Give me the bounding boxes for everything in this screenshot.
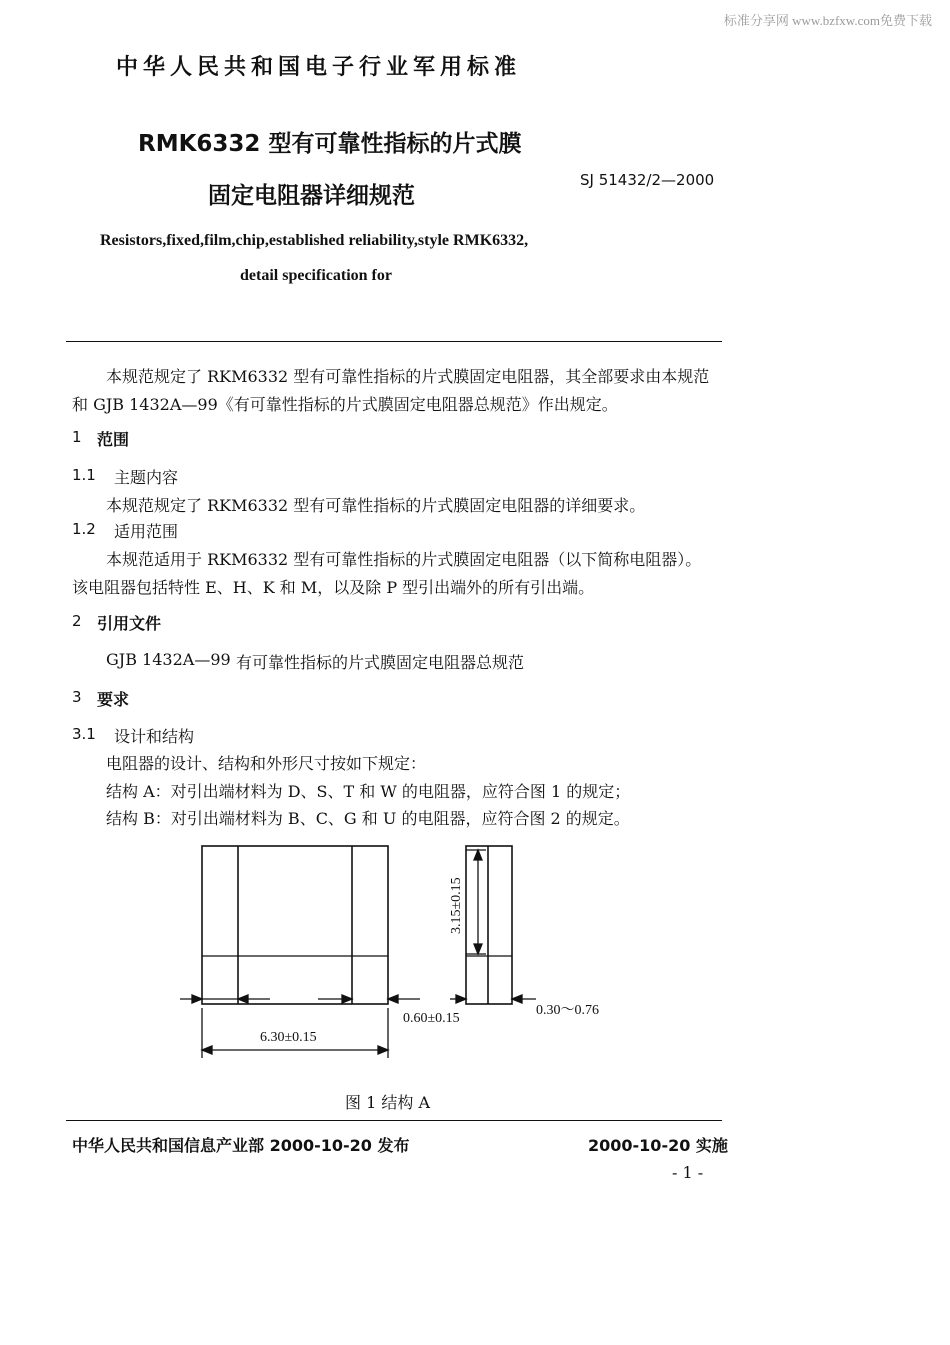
intro-line2: 和 GJB 1432A—99《有可靠性指标的片式膜固定电阻器总规范》作出规定。 [72,395,618,414]
dim-thickness-label: 0.30～0.76 [536,1003,599,1018]
structure-a-figure [170,836,650,1076]
section-1-number: 1 [72,428,82,446]
intro-line1: 本规范规定了 RKM6332 型有可靠性指标的片式膜固定电阻器，其全部要求由本规范 [106,367,710,386]
section-3-heading: 要求 [97,690,130,709]
dim-terminal-width-label: 0.60±0.15 [403,1011,460,1026]
footer-divider [66,1120,722,1121]
section-3-1-number: 3.1 [72,725,96,743]
standard-code: SJ 51432/2—2000 [580,171,715,189]
section-1-1-text: 本规范规定了 RKM6332 型有可靠性指标的片式膜固定电阻器的详细要求。 [106,496,646,515]
section-3-1-text1: 电阻器的设计、结构和外形尺寸按如下规定： [106,754,427,773]
section-1-2-text1: 本规范适用于 RKM6332 型有可靠性指标的片式膜固定电阻器（以下简称电阻器）。 [106,550,702,569]
issuer-text: 中华人民共和国信息产业部 2000-10-20 发布 [72,1136,410,1155]
english-title-line1: Resistors,fixed,film,chip,established reliability,style RMK6332, [100,232,529,249]
section-3-1-text3: 结构 B：对引出端材料为 B、C、G 和 U 的电阻器，应符合图 2 的规定。 [106,809,630,828]
effective-date-text: 2000-10-20 实施 [588,1136,728,1155]
standard-title: 中华人民共和国电子行业军用标准 [116,55,522,80]
section-1-heading: 范围 [97,430,130,449]
chip-top-view-outline [202,846,388,1004]
section-1-2-number: 1.2 [72,520,96,538]
chip-side-view-outline [466,846,512,1004]
section-3-1-text2: 结构 A：对引出端材料为 D、S、T 和 W 的电阻器，应符合图 1 的规定； [106,782,631,801]
reference-code: GJB 1432A—99 [106,650,231,669]
figure-caption: 图 1 结构 A [345,1093,430,1112]
section-1-2-text2: 该电阻器包括特性 E、H、K 和 M，以及除 P 型引出端外的所有引出端。 [72,578,595,597]
section-3-1-heading: 设计和结构 [114,727,195,746]
reference-title: 有可靠性指标的片式膜固定电阻器总规范 [236,653,525,672]
page-number: - 1 - [672,1163,704,1182]
section-2-heading: 引用文件 [97,614,162,633]
section-1-1-number: 1.1 [72,466,96,484]
dim-length-label: 6.30±0.15 [260,1030,317,1045]
section-2-number: 2 [72,612,82,630]
section-3-number: 3 [72,688,82,706]
header-divider [66,341,722,342]
document-title-line1: RMK6332 型有可靠性指标的片式膜 [138,131,522,157]
dim-height-label: 3.15±0.15 [449,877,464,934]
section-1-1-heading: 主题内容 [114,468,179,487]
section-1-2-heading: 适用范围 [114,522,179,541]
document-title-line2: 固定电阻器详细规范 [208,183,415,209]
watermark-text: 标准分享网 www.bzfxw.com免费下载 [723,13,932,28]
english-title-line2: detail specification for [240,267,392,284]
